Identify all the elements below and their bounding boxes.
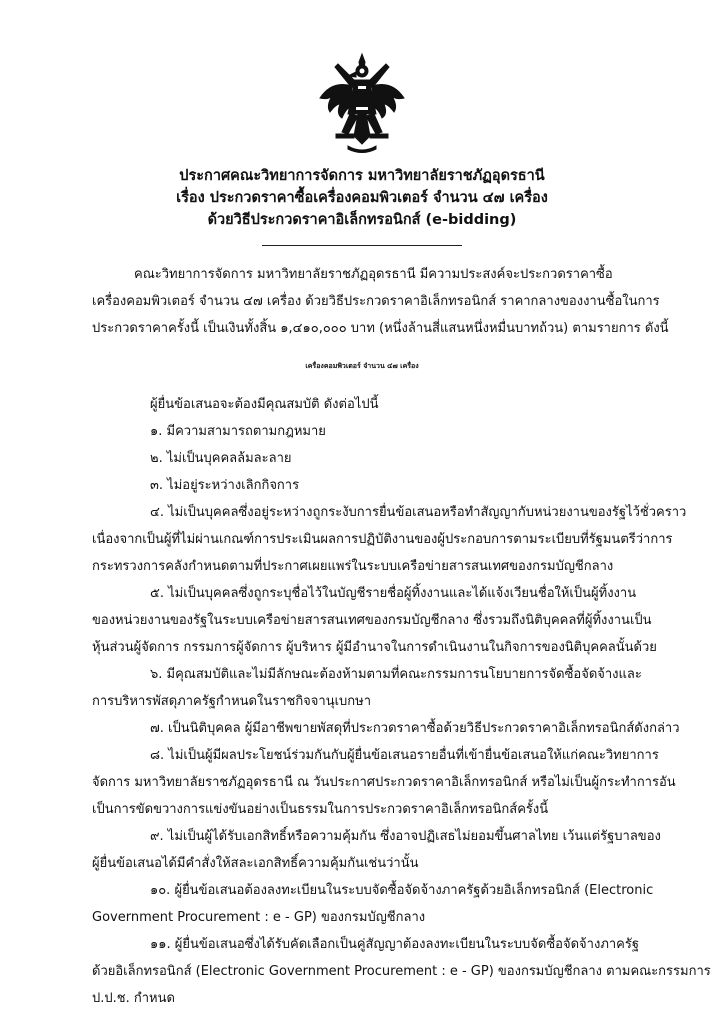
announcement-title: ประกาศคณะวิทยาการจัดการ มหาวิทยาลัยราชภัฏอุดรธานี xyxy=(179,168,545,184)
qualification-item-continued: ของหน่วยงานของรัฐในระบบเครือข่ายสารสนเทศของกรมบัญชีกลาง ซึ่งรวมถึงนิติบุคคลที่ผู้ทิ้งงานเป็น xyxy=(92,613,652,628)
qualification-item: ๑๐. ผู้ยื่นข้อเสนอต้องลงทะเบียนในระบบจัดซื้อจัดจ้างภาครัฐด้วยอิเล็กทรอนิกส์ (Electronic xyxy=(150,883,654,898)
qualification-item: ๕. ไม่เป็นบุคคลซึ่งถูกระบุชื่อไว้ในบัญชีรายชื่อผู้ทิ้งงานและได้แจ้งเวียนชื่อให้เป็นผู้ทิ้งงาน xyxy=(150,586,637,601)
intro-paragraph-line: คณะวิทยาการจัดการ มหาวิทยาลัยราชภัฏอุดรธานี มีความประสงค์จะประกวดราคาซื้อ xyxy=(134,267,613,282)
qualification-item: ๓. ไม่อยู่ระหว่างเลิกกิจการ xyxy=(150,478,300,493)
qualification-item: ๑. มีความสามารถตามกฎหมาย xyxy=(150,424,326,439)
qualification-item: ๖. มีคุณสมบัติและไม่มีลักษณะต้องห้ามตามที่คณะกรรมการนโยบายการจัดซื้อจัดจ้างและ xyxy=(150,667,642,682)
intro-paragraph-line: เครื่องคอมพิวเตอร์ จำนวน ๔๗ เครื่อง ด้วยวิธีประกวดราคาอิเล็กทรอนิกส์ ราคากลางของงานซื้อในการ xyxy=(92,294,660,309)
qualification-item: ๘. ไม่เป็นผู้มีผลประโยชน์ร่วมกันกับผู้ยื่นข้อเสนอรายอื่นที่เข้ายื่นข้อเสนอให้แก่คณะวิทยาการ xyxy=(150,748,659,763)
section-heading: เครื่องคอมพิวเตอร์ จำนวน ๔๗ เครื่อง xyxy=(305,362,419,370)
qualification-item-continued: เนื่องจากเป็นผู้ที่ไม่ผ่านเกณฑ์การประเมินผลการปฏิบัติงานของผู้ประกอบการตามระเบียบที่รัฐมนตรีว่าการ xyxy=(92,532,673,547)
intro-paragraph-line: ประกวดราคาครั้งนี้ เป็นเงินทั้งสิ้น ๑,๔๑๐,๐๐๐ บาท (หนึ่งล้านสี่แสนหนึ่งหมื่นบาทถ้วน) ตามรายการ ดังนี้ xyxy=(92,321,669,336)
title-divider xyxy=(262,245,462,246)
qualification-item: ๔. ไม่เป็นบุคคลซึ่งอยู่ระหว่างถูกระงับการยื่นข้อเสนอหรือทำสัญญากับหน่วยงานของรัฐไว้ชั่วคราว xyxy=(150,505,687,520)
announcement-method: ด้วยวิธีประกวดราคาอิเล็กทรอนิกส์ (e-bidding) xyxy=(207,212,517,228)
qualification-item-continued: ผู้ยื่นข้อเสนอได้มีคำสั่งให้สละเอกสิทธิ์ความคุ้มกันเช่นว่านั้น xyxy=(92,856,419,871)
qualification-item-continued: Government Procurement : e - GP) ของกรมบัญชีกลาง xyxy=(92,910,426,925)
qualification-item-continued: จัดการ มหาวิทยาลัยราชภัฏอุดรธานี ณ วันประกาศประกวดราคาอิเล็กทรอนิกส์ หรือไม่เป็นผู้กระทำการอัน xyxy=(92,775,676,790)
qualification-item: ๗. เป็นนิติบุคคล ผู้มีอาชีพขายพัสดุที่ประกวดราคาซื้อด้วยวิธีประกวดราคาอิเล็กทรอนิกส์ดังกล่าว xyxy=(150,721,680,736)
qualification-item: ๑๑. ผู้ยื่นข้อเสนอซึ่งได้รับคัดเลือกเป็นคู่สัญญาต้องลงทะเบียนในระบบจัดซื้อจัดจ้างภาครัฐ xyxy=(150,937,640,952)
qualification-item-continued: ด้วยอิเล็กทรอนิกส์ (Electronic Government Procurement : e - GP) ของกรมบัญชีกลาง ตามคณะกรรมการ xyxy=(92,964,711,979)
qualification-item-continued: ป.ป.ช. กำหนด xyxy=(92,991,175,1006)
qualification-item-continued: กระทรวงการคลังกำหนดตามที่ประกาศเผยแพร่ในระบบเครือข่ายสารสนเทศของกรมบัญชีกลาง xyxy=(92,559,614,574)
garuda-emblem-icon xyxy=(318,52,406,154)
qualification-item-continued: การบริหารพัสดุภาครัฐกำหนดในราชกิจจานุเบกษา xyxy=(92,694,372,709)
qualification-item: ๒. ไม่เป็นบุคคลล้มละลาย xyxy=(150,451,292,466)
qualification-item-continued: เป็นการขัดขวางการแข่งขันอย่างเป็นธรรมในการประกวดราคาอิเล็กทรอนิกส์ครั้งนี้ xyxy=(92,802,549,817)
qualification-item-continued: หุ้นส่วนผู้จัดการ กรรมการผู้จัดการ ผู้บริหาร ผู้มีอำนาจในการดำเนินงานในกิจการของนิติบุคคลนั้นด้วย xyxy=(92,640,657,655)
announcement-subject: เรื่อง ประกวดราคาซื้อเครื่องคอมพิวเตอร์ จำนวน ๔๗ เครื่อง xyxy=(176,190,548,206)
qualification-item: ๙. ไม่เป็นผู้ได้รับเอกสิทธิ์หรือความคุ้มกัน ซึ่งอาจปฏิเสธไม่ยอมขึ้นศาลไทย เว้นแต่รัฐบาลของ xyxy=(150,829,661,844)
qualifications-heading: ผู้ยื่นข้อเสนอจะต้องมีคุณสมบัติ ดังต่อไปนี้ xyxy=(150,397,379,412)
